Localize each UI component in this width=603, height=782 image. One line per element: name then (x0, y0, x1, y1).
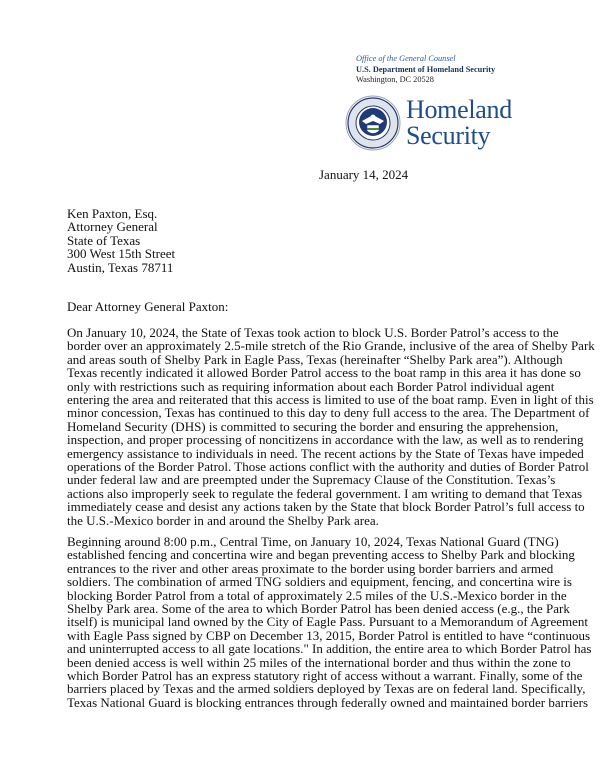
body-paragraph-2 (67, 535, 591, 709)
paragraph-line: actions also improperly seek to regulate the federal government. I am writing to demand that Texas (67, 485, 583, 501)
paragraph-line: operations of the Border Patrol. Those actions conflict with the authority and duties of Border Patrol (67, 459, 589, 475)
paragraph-line: Homeland Security (DHS) is committed to securing the border and ensuring the apprehension, (67, 418, 559, 434)
letter-date: January 14, 2024 (319, 167, 409, 182)
recipient-line: 300 West 15th Street (67, 246, 176, 262)
paragraph-line: barriers placed by Texas and the armed soldiers deployed by Texas are on federal land. Specifically, (67, 681, 586, 697)
paragraph-line: Beginning around 8:00 p.m., Central Time, on January 10, 2024, Texas National Guard (TNG) (67, 534, 559, 549)
logo-line-1: Homeland (406, 95, 512, 124)
paragraph-line: border over an approximately 2.5-mile stretch of the Rio Grande, inclusive of the area of Shelby Park (67, 338, 595, 354)
recipient-line: Attorney General (67, 219, 158, 235)
homeland-security-logo (406, 97, 512, 149)
paragraph-line: established fencing and concertina wire and began preventing access to Shelby Park and blocking (67, 547, 575, 563)
office-city: Washington, DC 20528 (356, 75, 434, 84)
letterhead-address (356, 54, 495, 86)
dhs-seal-icon (345, 95, 401, 151)
recipient-line: Austin, Texas 78711 (67, 259, 174, 275)
paragraph-line: immediately cease and desist any actions taken by the State that block Border Patrol’s full access to (67, 499, 585, 515)
paragraph-line: and areas south of Shelby Park in Eagle Pass, Texas (hereinafter “Shelby Park area”). Although (67, 351, 563, 367)
paragraph-line: only with restrictions such as requiring information about each Border Patrol individual agent (67, 378, 555, 394)
body-paragraph-1 (67, 326, 595, 527)
paragraph-line: Texas National Guard is blocking entrances through federally owned and maintained border barriers (67, 694, 589, 710)
recipient-address (67, 207, 175, 274)
paragraph-line: On January 10, 2024, the State of Texas took action to block U.S. Border Patrol’s access to the (67, 325, 559, 340)
paragraph-line: under federal law and are preempted under the Supremacy Clause of the Constitution. Texas’s (67, 472, 556, 488)
paragraph-line: soldiers. The combination of armed TNG soldiers and equipment, fencing, and concertina wire is (67, 574, 572, 590)
paragraph-line: entering the area and reiterated that this access is limited to use of the boat ramp. Even in light of this (67, 392, 594, 408)
logo-line-2: Security (406, 121, 491, 150)
paragraph-line: Shelby Park area. Some of the area to which Border Patrol has been denied access (e.g., the Park (67, 601, 570, 617)
recipient-line: State of Texas (67, 232, 141, 248)
paragraph-line: entrances to the river and other areas proximate to the border using border barriers and armed (67, 560, 554, 576)
paragraph-line: the U.S.-Mexico border in and around the Shelby Park area. (67, 512, 379, 528)
department-name: U.S. Department of Homeland Security (356, 64, 496, 74)
paragraph-line: minor concession, Texas has continued to this day to deny full access to the area. The Department of (67, 405, 590, 421)
paragraph-line: blocking Border Patrol from a total of approximately 2.5 miles of the U.S.-Mexico border in the (67, 587, 567, 603)
paragraph-line: been denied access is well within 25 miles of the international border and thus within the zone to (67, 654, 571, 670)
salutation: Dear Attorney General Paxton: (67, 299, 229, 314)
paragraph-line: inspection, and proper processing of noncitizens in accordance with the law, as well as to rendering (67, 432, 584, 448)
paragraph-line: emergency assistance to individuals in need. The recent actions by the State of Texas have impeded (67, 445, 584, 461)
paragraph-line: which Border Patrol has an express statutory right of access without a warrant. Finally, some of the (67, 668, 583, 684)
paragraph-line: with Eagle Pass signed by CBP on December 13, 2015, Border Patrol is entitled to have “continuous (67, 627, 591, 643)
recipient-line: Ken Paxton, Esq. (67, 206, 158, 221)
office-name: Office of the General Counsel (356, 54, 456, 63)
paragraph-line: and uninterrupted access to all gate locations." In addition, the entire area to which Border Patrol has (67, 641, 592, 657)
paragraph-line: Texas recently indicated it allowed Border Patrol access to the boat ramp in this area it has done so (67, 365, 581, 381)
paragraph-line: itself) is municipal land owned by the City of Eagle Pass. Pursuant to a Memorandum of Agreement (67, 614, 588, 630)
